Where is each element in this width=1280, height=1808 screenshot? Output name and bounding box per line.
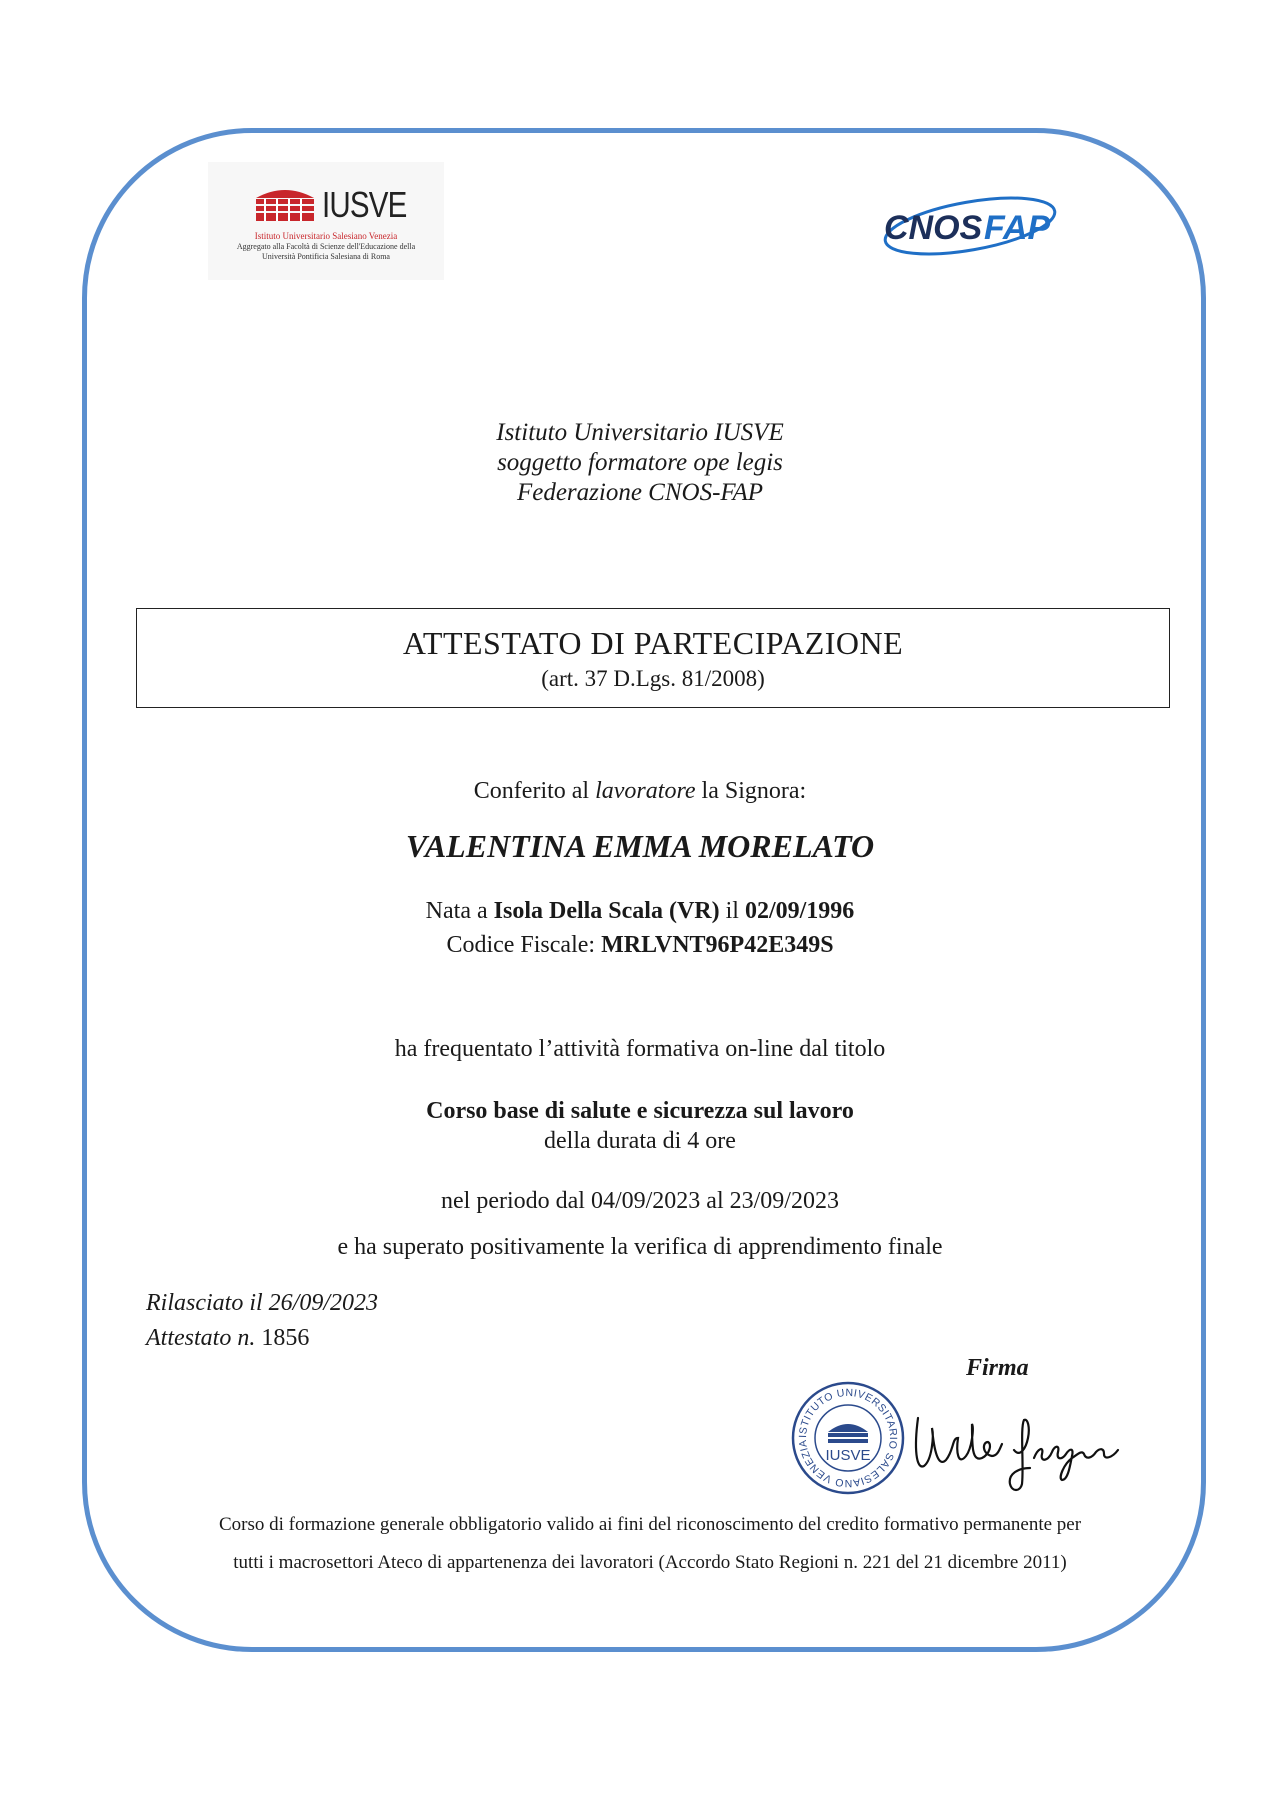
- release-number-line: [146, 1321, 378, 1356]
- issuer-block: [0, 418, 1280, 508]
- on-label: il: [719, 898, 745, 924]
- course-period: nel periodo dal 04/09/2023 al 23/09/2023: [441, 1188, 839, 1214]
- cnos-text: CNOS: [884, 209, 983, 247]
- issuer-line1: Istituto Universitario IUSVE: [496, 419, 784, 446]
- title-box: [136, 608, 1170, 708]
- footer-line1: Corso di formazione generale obbligatorio valido ai fini del riconoscimento del credito formativo permanente per: [218, 1514, 1082, 1535]
- course-result: e ha superato positivamente la verifica di apprendimento finale: [337, 1234, 943, 1260]
- cnosfap-logo: [878, 196, 1058, 256]
- course-duration: della durata di 4 ore: [544, 1128, 736, 1154]
- birthdate: 02/09/1996: [744, 898, 855, 924]
- conferred-role: lavoratore: [595, 778, 696, 804]
- release-date: Rilasciato il 26/09/2023: [146, 1290, 378, 1316]
- tax-code-line: [0, 932, 1280, 959]
- signature-label: Firma: [966, 1355, 1029, 1381]
- issuer-line2: soggetto formatore ope legis: [497, 449, 783, 476]
- seal-mark: IUSVE: [825, 1447, 871, 1464]
- birth-line: [0, 898, 1280, 925]
- iusve-logo-line1: Istituto Universitario Salesiano Venezia: [254, 231, 398, 241]
- certificate-title: ATTESTATO DI PARTECIPAZIONE: [402, 625, 904, 661]
- release-block: [146, 1286, 378, 1356]
- iusve-wordmark: IUSVE: [322, 184, 407, 225]
- fap-text: FAP: [984, 209, 1051, 247]
- release-number-label: Attestato n.: [146, 1325, 256, 1351]
- iusve-logo-line2: Aggregato alla Facoltà di Scienze dell'Educazione della: [236, 242, 416, 251]
- svg-text:ISTITUTO UNIVERSITARIO SALESIA: [797, 1387, 899, 1489]
- iusve-logo-line3: Università Pontificia Salesiana di Roma: [262, 252, 390, 261]
- birthplace: Isola Della Scala (VR): [493, 898, 720, 924]
- handwritten-signature: [912, 1388, 1134, 1500]
- course-intro: ha frequentato l’attività formativa on-line dal titolo: [394, 1036, 886, 1062]
- iusve-logo: [208, 162, 444, 280]
- seal-ring-text: ISTITUTO UNIVERSITARIO SALESIANO VENEZIA: [796, 1386, 900, 1490]
- conferred-line: [0, 778, 1280, 805]
- tax-code: MRLVNT96P42E349S: [601, 932, 834, 958]
- footer-line2: tutti i macrosettori Ateco di appartenenza dei lavoratori (Accordo Stato Regioni n. 221 del 21 dicembre 2011): [233, 1552, 1067, 1573]
- course-title: Corso base di salute e sicurezza sul lavoro: [426, 1098, 854, 1124]
- conferred-prefix: Conferito al: [473, 778, 596, 804]
- iusve-building-icon: [254, 186, 316, 222]
- issuer-line3: Federazione CNOS-FAP: [516, 479, 764, 506]
- certificate-subtitle: (art. 37 D.Lgs. 81/2008): [541, 666, 765, 691]
- release-number: 1856: [255, 1325, 310, 1351]
- university-seal-icon: [790, 1380, 906, 1496]
- conferred-suffix: la Signora:: [695, 778, 807, 804]
- born-label: Nata a: [425, 898, 494, 924]
- tax-code-label: Codice Fiscale:: [446, 932, 602, 958]
- recipient-name: VALENTINA EMMA MORELATO: [405, 828, 875, 864]
